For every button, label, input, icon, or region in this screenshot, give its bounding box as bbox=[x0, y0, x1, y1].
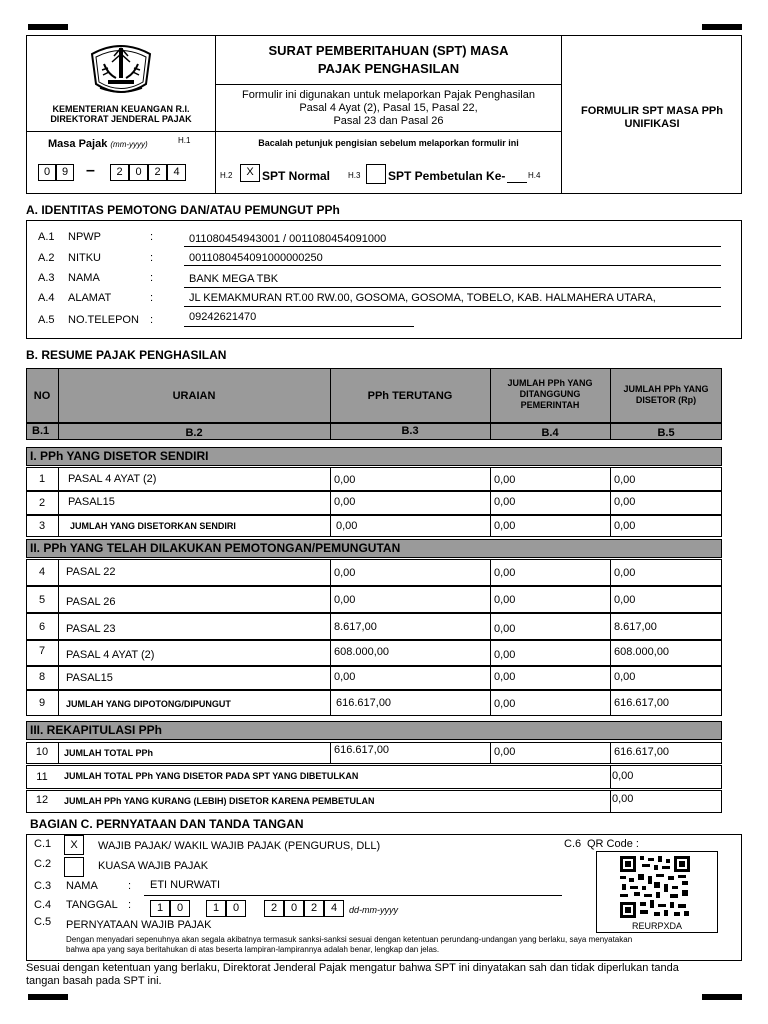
row5-ditanggung: 0,00 bbox=[494, 594, 516, 606]
row11-label: JUMLAH TOTAL PPh YANG DISETOR PADA SPT YANG DIBETULKAN bbox=[64, 771, 359, 781]
telepon-label: NO.TELEPON bbox=[68, 314, 139, 326]
footer-note-line1: Sesuai dengan ketentuan yang berlaku, Direktorat Jenderal Pajak mengatur bahwa SPT ini dinyatakan sah dan tidak diperlukan tanda bbox=[26, 962, 679, 974]
form-type-line1: FORMULIR SPT MASA PPh bbox=[581, 105, 723, 117]
spt-normal-label: SPT Normal bbox=[262, 169, 331, 183]
c3-label: NAMA bbox=[66, 880, 98, 892]
qr-label: QR Code : bbox=[587, 838, 639, 850]
row9-disetor: 616.617,00 bbox=[614, 697, 670, 709]
spt-pembetulan-label: SPT Pembetulan Ke- bbox=[388, 169, 506, 183]
row12-disetor: 0,00 bbox=[612, 793, 634, 805]
row7-ditanggung: 0,00 bbox=[494, 649, 516, 661]
form-type-line2: UNIFIKASI bbox=[624, 118, 680, 130]
date-year-digit-2[interactable]: 0 bbox=[284, 900, 304, 917]
col-uraian-header: URAIAN bbox=[172, 390, 216, 402]
row4-ditanggung: 0,00 bbox=[494, 567, 516, 579]
row7-disetor: 608.000,00 bbox=[614, 646, 670, 658]
npwp-label: NPWP bbox=[68, 231, 101, 243]
signer-name: ETI NURWATI bbox=[150, 879, 221, 891]
kemenkeu-logo-icon bbox=[86, 40, 156, 98]
part1-title: I. PPh YANG DISETOR SENDIRI bbox=[26, 447, 722, 466]
qr-caption: REURPXDA bbox=[631, 921, 682, 931]
row8-ditanggung: 0,00 bbox=[494, 671, 516, 683]
registration-mark-bottom-right bbox=[702, 994, 742, 1000]
row8-label: PASAL15 bbox=[66, 672, 113, 684]
c4-label: TANGGAL bbox=[66, 899, 118, 911]
part3-title: III. REKAPITULASI PPh bbox=[26, 721, 722, 740]
nitku-value: 0011080454091000000250 bbox=[189, 252, 323, 264]
masa-year-digit-2[interactable]: 0 bbox=[129, 164, 148, 181]
part2-title: II. PPh YANG TELAH DILAKUKAN PEMOTONGAN/PEMUNGUTAN bbox=[26, 539, 722, 558]
spt-normal-checkbox[interactable]: X bbox=[240, 164, 260, 182]
masa-year-digit-1[interactable]: 2 bbox=[110, 164, 129, 181]
code-b1: B.1 bbox=[32, 425, 50, 437]
c2-checkbox[interactable] bbox=[64, 857, 84, 877]
row10-disetor: 616.617,00 bbox=[614, 746, 670, 758]
form-description-line2: Pasal 4 Ayat (2), Pasal 15, Pasal 22, bbox=[299, 102, 478, 114]
pembetulan-number-line[interactable] bbox=[507, 182, 527, 183]
row1-ditanggung: 0,00 bbox=[494, 474, 516, 486]
row5-label: PASAL 26 bbox=[66, 596, 116, 608]
col-ditanggung-header-3: PEMERINTAH bbox=[520, 400, 580, 410]
date-year-digit-3[interactable]: 2 bbox=[304, 900, 324, 917]
nitku-label: NITKU bbox=[68, 252, 101, 264]
row11-disetor: 0,00 bbox=[612, 770, 634, 782]
row6-ditanggung: 0,00 bbox=[494, 623, 516, 635]
form-description-line3: Pasal 23 dan Pasal 26 bbox=[333, 115, 444, 127]
row12-label: JUMLAH PPh YANG KURANG (LEBIH) DISETOR KARENA PEMBETULAN bbox=[64, 796, 375, 806]
row9-terutang: 616.617,00 bbox=[336, 697, 392, 709]
telepon-value: 09242621470 bbox=[189, 311, 257, 323]
code-b5: B.5 bbox=[657, 427, 675, 439]
col-ditanggung-header-2: DITANGGUNG bbox=[519, 389, 581, 399]
row1-disetor: 0,00 bbox=[614, 474, 636, 486]
code-b2: B.2 bbox=[185, 427, 203, 439]
section-c-title: BAGIAN C. PERNYATAAN DAN TANDA TANGAN bbox=[30, 817, 304, 831]
npwp-value: 011080454943001 / 0011080454091000 bbox=[189, 233, 387, 245]
masa-month-digit-2[interactable]: 9 bbox=[56, 164, 74, 181]
row4-disetor: 0,00 bbox=[614, 567, 636, 579]
date-month-digit-2[interactable]: 0 bbox=[226, 900, 246, 917]
row2-disetor: 0,00 bbox=[614, 496, 636, 508]
date-day-digit-1[interactable]: 1 bbox=[150, 900, 170, 917]
nama-value: BANK MEGA TBK bbox=[189, 273, 279, 285]
qr-code-icon bbox=[620, 856, 690, 918]
row7-terutang: 608.000,00 bbox=[334, 646, 390, 658]
statement-line1: Dengan menyadari sepenuhnya akan segala akibatnya termasuk sanksi-sanksi sesuai dengan ketentuan perundang-undangan yang berlaku, saya menyatakan bbox=[66, 935, 633, 944]
registration-mark-top-left bbox=[28, 24, 68, 30]
row8-disetor: 0,00 bbox=[614, 671, 636, 683]
form-title: SURAT PEMBERITAHUAN (SPT) MASA bbox=[268, 43, 509, 58]
date-month-digit-1[interactable]: 1 bbox=[206, 900, 226, 917]
alamat-value: JL KEMAKMURAN RT.00 RW.00, GOSOMA, GOSOMA, TOBELO, KAB. HALMAHERA UTARA, bbox=[189, 292, 656, 304]
ministry-name: KEMENTERIAN KEUANGAN R.I. bbox=[52, 104, 190, 114]
row6-disetor: 8.617,00 bbox=[614, 621, 657, 633]
col-no-header: NO bbox=[33, 390, 51, 402]
registration-mark-bottom-left bbox=[28, 994, 68, 1000]
col-ditanggung-header-1: JUMLAH PPh YANG bbox=[507, 378, 593, 388]
row9-label: JUMLAH YANG DIPOTONG/DIPUNGUT bbox=[66, 699, 231, 709]
row2-ditanggung: 0,00 bbox=[494, 496, 516, 508]
directorate-name: DIREKTORAT JENDERAL PAJAK bbox=[50, 114, 192, 124]
masa-year-digit-3[interactable]: 2 bbox=[148, 164, 167, 181]
footer-note-line2: tangan basah pada SPT ini. bbox=[26, 975, 162, 987]
row3-label: JUMLAH YANG DISETORKAN SENDIRI bbox=[70, 521, 236, 531]
alamat-label: ALAMAT bbox=[68, 292, 112, 304]
col-terutang-header: PPh TERUTANG bbox=[367, 390, 453, 402]
masa-month-digit-1[interactable]: 0 bbox=[38, 164, 56, 181]
row6-label: PASAL 23 bbox=[66, 623, 116, 635]
code-b3: B.3 bbox=[401, 425, 419, 437]
code-b4: B.4 bbox=[541, 427, 559, 439]
date-year-digit-1[interactable]: 2 bbox=[264, 900, 284, 917]
nama-label: NAMA bbox=[68, 272, 100, 284]
date-format: dd-mm-yyyy bbox=[349, 905, 398, 915]
row2-terutang: 0,00 bbox=[334, 496, 356, 508]
row1-label: PASAL 4 AYAT (2) bbox=[68, 473, 157, 485]
row3-terutang: 0,00 bbox=[336, 520, 358, 532]
statement-line2: bahwa apa yang saya beritahukan di atas beserta lampiran-lampirannya adalah benar, lengkap dan jelas. bbox=[66, 945, 440, 954]
row1-terutang: 0,00 bbox=[334, 474, 356, 486]
spt-pembetulan-checkbox[interactable] bbox=[366, 164, 386, 184]
row5-disetor: 0,00 bbox=[614, 594, 636, 606]
row3-ditanggung: 0,00 bbox=[494, 520, 516, 532]
row3-disetor: 0,00 bbox=[614, 520, 636, 532]
registration-mark-top-right bbox=[702, 24, 742, 30]
row10-terutang: 616.617,00 bbox=[334, 744, 390, 756]
masa-year-digit-4[interactable]: 4 bbox=[167, 164, 186, 181]
col-disetor-header-1: JUMLAH PPh YANG bbox=[623, 384, 709, 394]
row4-terutang: 0,00 bbox=[334, 567, 356, 579]
row10-ditanggung: 0,00 bbox=[494, 746, 516, 758]
row2-label: PASAL15 bbox=[68, 496, 115, 508]
c2-label: KUASA WAJIB PAJAK bbox=[98, 860, 209, 872]
date-year-digit-4[interactable]: 4 bbox=[324, 900, 344, 917]
c1-label: WAJIB PAJAK/ WAKIL WAJIB PAJAK (PENGURUS, DLL) bbox=[98, 840, 381, 852]
row4-label: PASAL 22 bbox=[66, 566, 116, 578]
row9-ditanggung: 0,00 bbox=[494, 698, 516, 710]
row6-terutang: 8.617,00 bbox=[334, 621, 377, 633]
form-subtitle: PAJAK PENGHASILAN bbox=[317, 61, 460, 76]
instructions-note: Bacalah petunjuk pengisian sebelum melaporkan formulir ini bbox=[258, 138, 519, 148]
c5-label: PERNYATAAN WAJIB PAJAK bbox=[66, 919, 212, 931]
section-a-title: A. IDENTITAS PEMOTONG DAN/ATAU PEMUNGUT PPh bbox=[26, 203, 340, 217]
form-description-line1: Formulir ini digunakan untuk melaporkan Pajak Penghasilan bbox=[242, 89, 535, 101]
c1-checkbox[interactable]: X bbox=[64, 835, 84, 855]
row7-label: PASAL 4 AYAT (2) bbox=[66, 649, 155, 661]
col-disetor-header-2: DISETOR (Rp) bbox=[635, 395, 697, 405]
row5-terutang: 0,00 bbox=[334, 594, 356, 606]
section-b-title: B. RESUME PAJAK PENGHASILAN bbox=[26, 348, 227, 362]
row10-label: JUMLAH TOTAL PPh bbox=[64, 748, 154, 758]
row8-terutang: 0,00 bbox=[334, 671, 356, 683]
masa-pajak-label: Masa Pajak (mm-yyyy) bbox=[48, 138, 148, 150]
date-day-digit-2[interactable]: 0 bbox=[170, 900, 190, 917]
